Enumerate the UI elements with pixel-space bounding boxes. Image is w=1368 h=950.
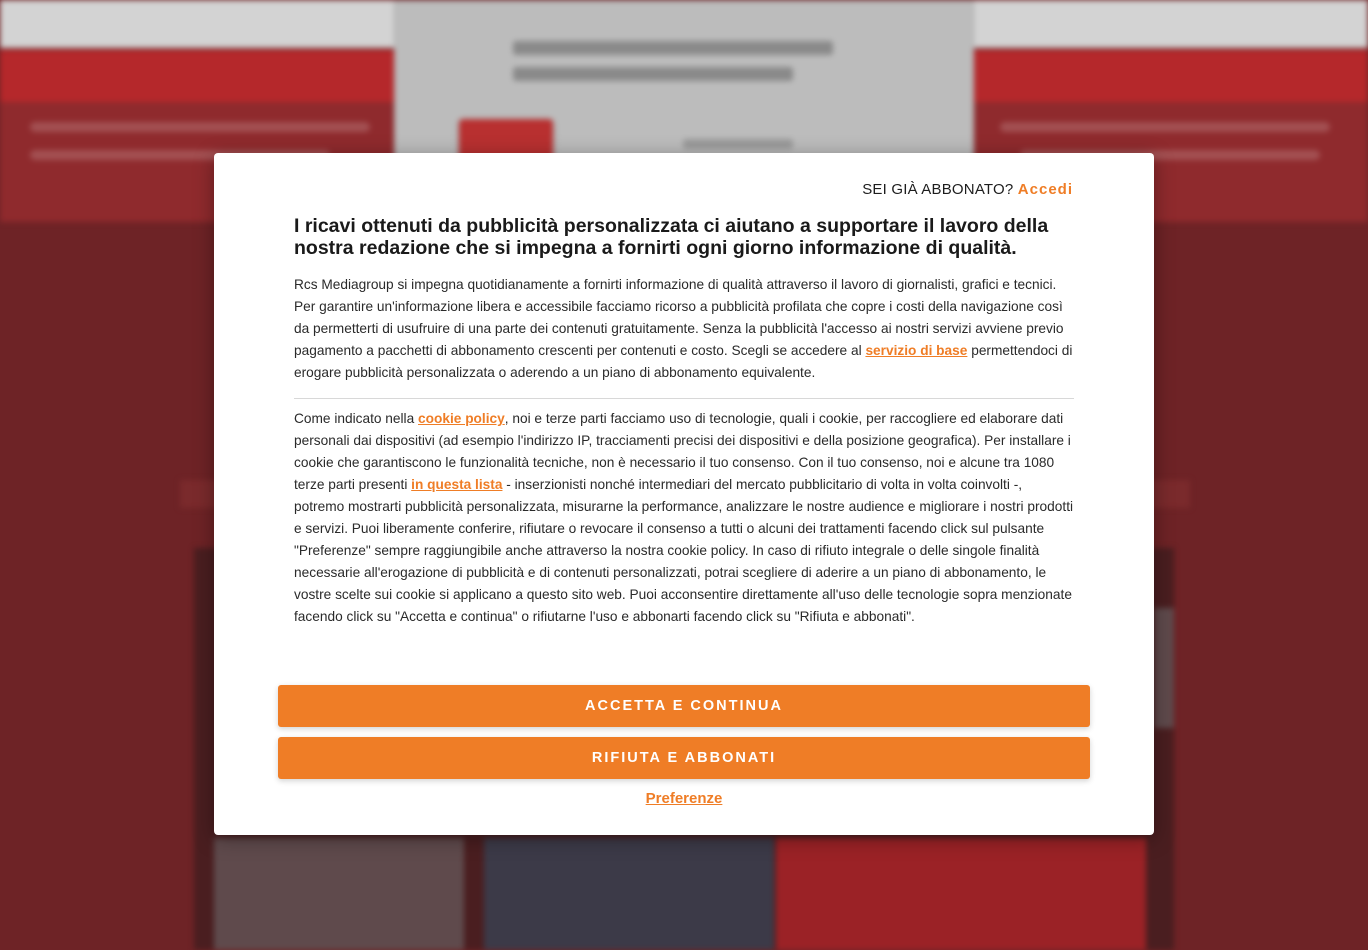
details-text: Come indicato nella [294,411,415,426]
intro-paragraph [294,274,1074,384]
cookie-consent-modal [214,153,1154,835]
basic-service-link[interactable]: servizio di base [865,343,968,358]
details-paragraph [294,408,1074,628]
divider [294,398,1074,399]
preferences-link[interactable]: Preferenze [645,790,723,807]
background-promo-box [394,0,974,167]
intro-text-end: permettendoci di erogare pubblicità personalizzata o aderendo a un piano di abbonamento equivalente. [294,343,1073,380]
modal-content [294,215,1074,628]
details-text-2: , noi e terze parti facciamo uso di tecnologie, quali i cookie, per raccogliere ed elaborare dati personali dai dispositivi (ad esempio l'indirizzo IP, tracciamenti precisi dei dispositivi e della posizione geografica). Per installare i cookie che garantiscono le funzionalità tecniche, non è necessario il tuo consenso. Con il tuo consenso, noi e alcune tra 1080 terze parti presenti [294,411,1071,492]
subscriber-prompt: SEI GIÀ ABBONATO? [862,181,1014,198]
modal-title: I ricavi ottenuti da pubblicità personalizzata ci aiutano a supportare il lavoro della nostra redazione che si impegna a fornirti ogni giorno informazione di qualità. [294,215,1049,259]
reject-and-subscribe-button[interactable]: RIFIUTA E ABBONATI [278,737,1090,779]
intro-text: Rcs Mediagroup si impegna quotidianamente a fornirti informazione di qualità attraverso il lavoro di giornalisti, grafici e tecnici. Per garantire un'informazione libera e accessibile facciamo ricorso a pubblicità profilata che copre i costi della navigazione così da permetterti di usufruire di una parte dei contenuti gratuitamente. Senza la pubblicità l'accesso ai nostri servizi avviene previo pagamento a pacchetti di abbonamento crescenti per contenuti e costo. Scegli se accedere al [294,277,1064,358]
subscriber-login-line [862,181,1073,198]
vendor-list-link[interactable]: in questa lista [411,477,503,492]
accept-and-continue-button[interactable]: ACCETTA E CONTINUA [278,685,1090,727]
details-text-3: - inserzionisti nonché intermediari del mercato pubblicitario di volta in volta coinvolti -, potremo mostrarti pubblicità personalizzata, misurarne la performance, analizzare le nostre audience e migliorare i nostri prodotti e servizi. Puoi liberamente conferire, rifiutare o revocare il consenso a tutti o alcuni dei trattamenti facendo click sul pulsante "Preferenze" sempre raggiungibile anche attraverso la nostra cookie policy. In caso di rifiuto integrale o delle singole finalità necessarie all'erogazione di pubblicità e di contenuti personalizzati, potrai scegliere di aderire a un piano di abbonamento, le vostre scelte sui cookie si applicano a questo sito web. Puoi acconsentire direttamente all'uso delle tecnologie sopra menzionate facendo click su "Accetta e continua" o rifiutarne l'uso e abbonarti facendo click su "Rifiuta e abbonati". [294,477,1074,624]
cookie-policy-link[interactable]: cookie policy [418,411,505,426]
login-link[interactable]: Accedi [1017,181,1073,198]
